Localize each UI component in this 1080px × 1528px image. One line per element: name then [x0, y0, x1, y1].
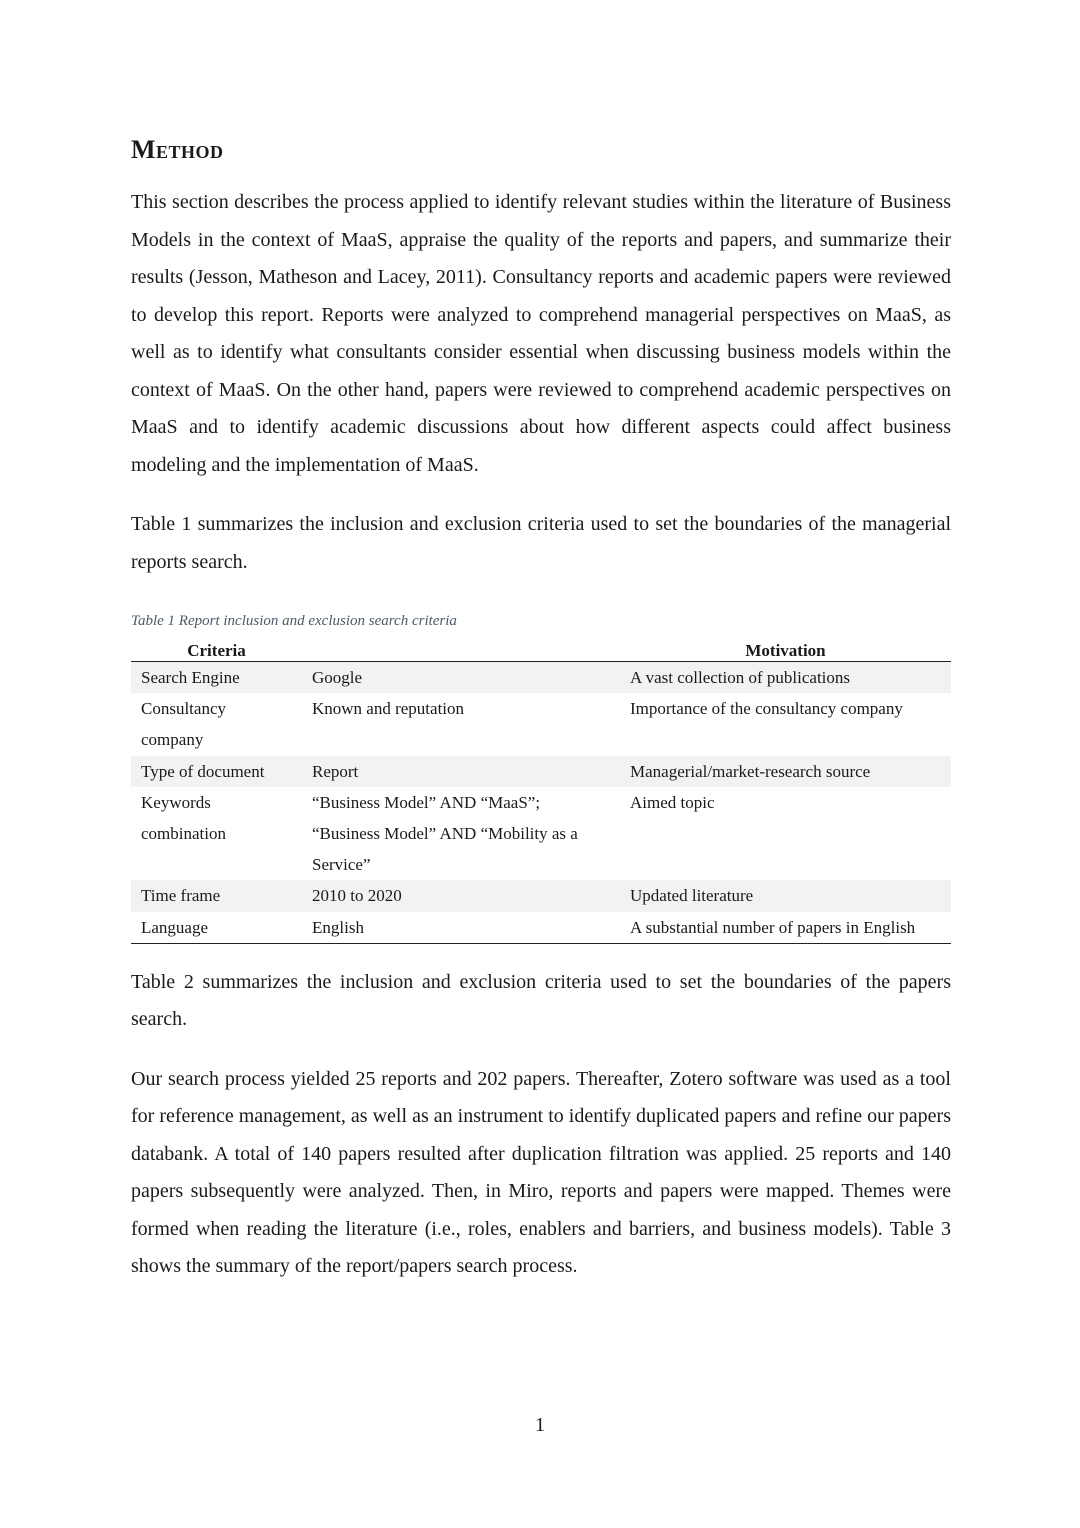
- cell-motivation: Importance of the consultancy company: [630, 699, 903, 719]
- table-row: [131, 662, 951, 694]
- cell-criteria: Consultancy company: [141, 699, 226, 750]
- header-criteria: Criteria: [131, 641, 302, 662]
- cell-value: Known and reputation: [312, 699, 465, 719]
- table-row: [131, 912, 951, 944]
- table-row: [131, 756, 951, 787]
- cell-criteria: Type of document: [131, 756, 302, 787]
- cell-motivation: Aimed topic: [630, 792, 715, 812]
- cell-motivation: A substantial number of papers in English: [620, 912, 951, 944]
- table-row: [131, 787, 951, 881]
- header-motivation: Motivation: [620, 641, 951, 662]
- cell-value: 2010 to 2020: [302, 880, 620, 911]
- cell-motivation: Managerial/market-research source: [620, 756, 951, 787]
- paragraph-table2-ref: Table 2 summarizes the inclusion and exclusion criteria used to set the boundaries of the papers search.: [131, 970, 951, 1031]
- cell-criteria: Keywords combination: [141, 792, 226, 844]
- cell-criteria: Search Engine: [131, 662, 302, 694]
- paragraph-intro: This section describes the process applied to identify relevant studies within the literature of Business Models in the context of MaaS, appraise the quality of the reports and papers, and summarize their results (Jesson, Matheson and Lacey, 2011). Consultancy reports and academic papers were reviewed to develop this report. Reports were analyzed to comprehend managerial perspectives on MaaS, as well as to identify what consultants consider essential when discussing business models within the context of MaaS. On the other hand, papers were reviewed to comprehend academic perspectives on MaaS and to identify academic discussions about how different aspects could affect business modeling and the implementation of MaaS.: [131, 191, 951, 476]
- cell-value: “Business Model” AND “MaaS”; “Business Model” AND “Mobility as a Service”: [312, 792, 578, 875]
- cell-criteria: Time frame: [131, 880, 302, 911]
- cell-motivation: Updated literature: [620, 880, 951, 911]
- cell-value: Report: [302, 756, 620, 787]
- paragraph-table1-ref: Table 1 summarizes the inclusion and exclusion criteria used to set the boundaries of the managerial reports search.: [131, 513, 951, 573]
- cell-motivation: A vast collection of publications: [620, 662, 951, 694]
- table-caption: Table 1 Report inclusion and exclusion search criteria: [131, 613, 457, 629]
- table-header-row: [131, 641, 951, 662]
- page-content: [131, 130, 951, 1286]
- cell-value: Google: [302, 662, 620, 694]
- section-heading: Method: [131, 135, 224, 164]
- table-row: [131, 880, 951, 911]
- paragraph-search-process: Our search process yielded 25 reports and 202 papers. Thereafter, Zotero software was used as a tool for reference management, as well as an instrument to identify duplicated papers and refine our papers databank. A total of 140 papers resulted after duplication filtration was applied. 25 reports and 140 papers subsequently were analyzed. Then, in Miro, reports and papers were mapped. Themes were formed when reading the literature (i.e., roles, enablers and barriers, and business models). Table 3 shows the summary of the report/papers search process.: [131, 1067, 951, 1278]
- table-row: [131, 693, 951, 755]
- cell-criteria: Language: [131, 912, 302, 944]
- criteria-table: [131, 641, 951, 944]
- cell-value: English: [302, 912, 620, 944]
- page-number: 1: [535, 1414, 545, 1436]
- header-empty: [302, 641, 620, 662]
